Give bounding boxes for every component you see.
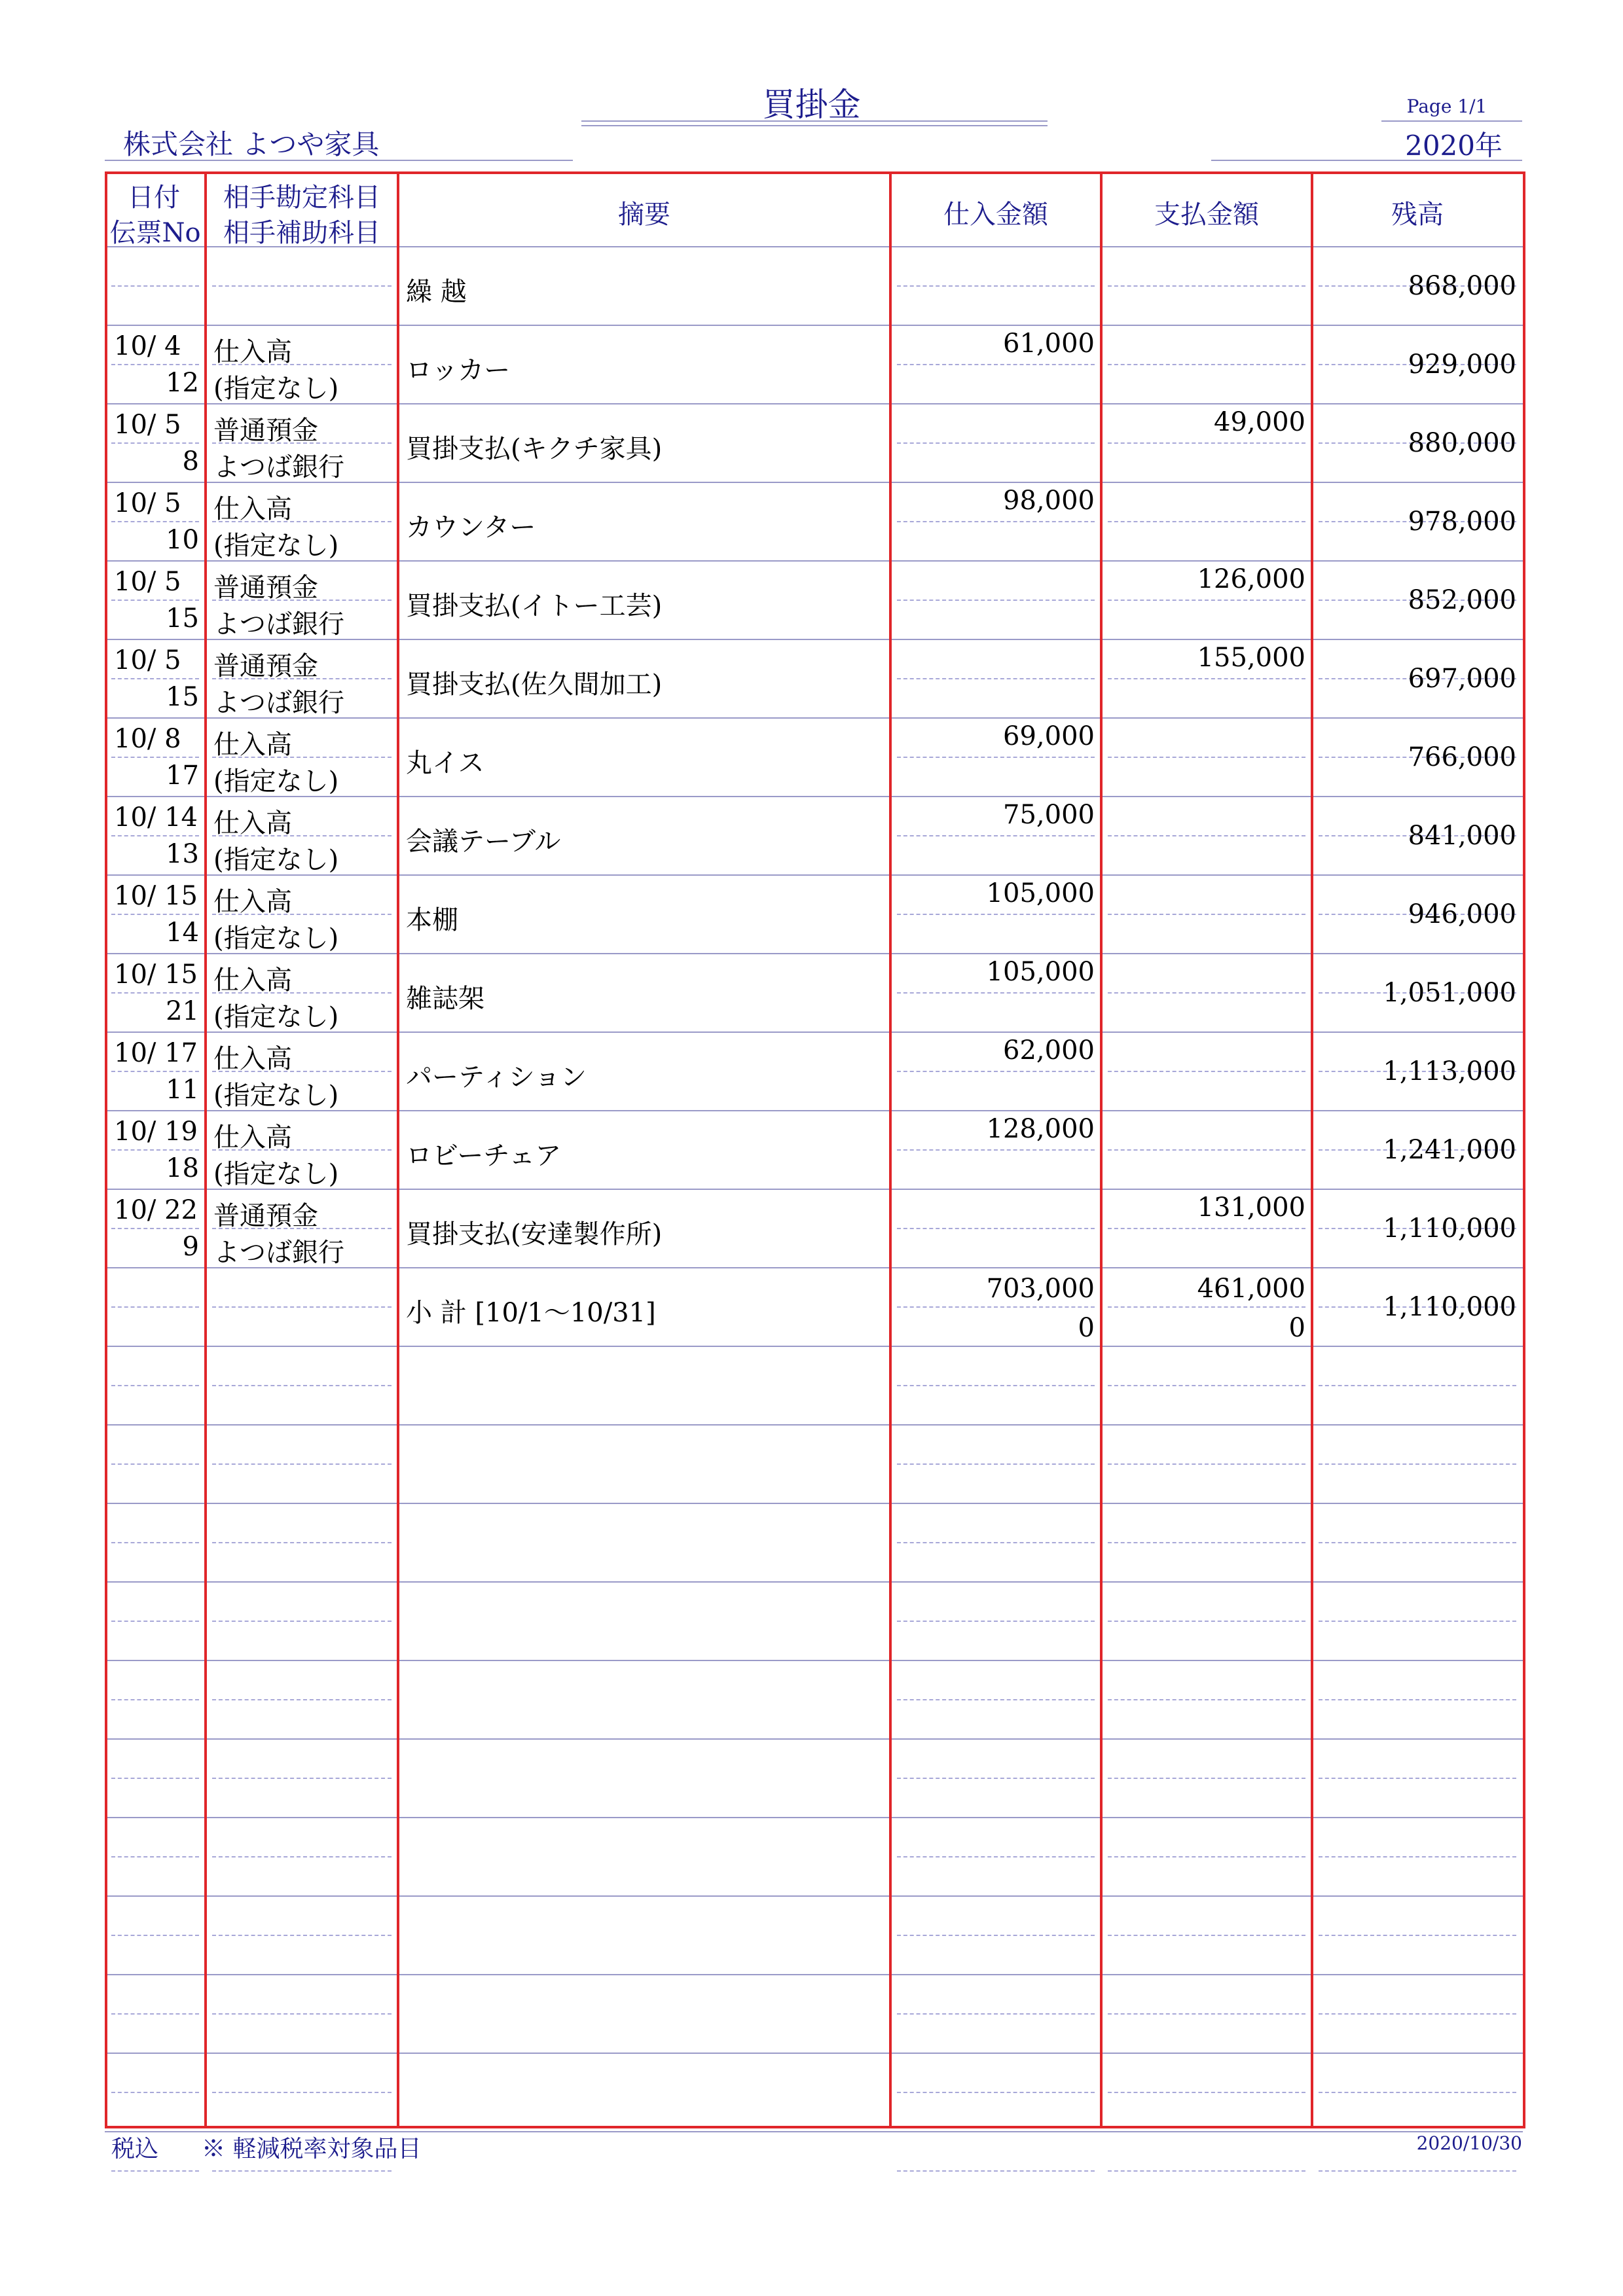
title-underline (581, 120, 1048, 122)
row-slip-no: 14 (166, 918, 199, 948)
row-midline (111, 2170, 199, 2172)
row-midline (1319, 2170, 1516, 2172)
column-divider (204, 171, 207, 2126)
row-description: 会議テーブル (406, 827, 561, 857)
subtotal-payment: 461,000 (1197, 1274, 1305, 1304)
row-midline (1108, 2170, 1305, 2172)
row-slip-no: 17 (166, 761, 199, 791)
row-purchase: 128,000 (986, 1114, 1095, 1144)
row-sub-account: よつば銀行 (213, 1238, 344, 1268)
row-date: 10/ 22 (114, 1195, 198, 1225)
header-date: 日付 (128, 183, 180, 213)
row-description: 本棚 (406, 905, 458, 935)
row-balance: 697,000 (1408, 664, 1516, 694)
row-balance: 766,000 (1408, 742, 1516, 772)
row-account: 仕入高 (213, 730, 292, 760)
header-sub-account: 相手補助科目 (223, 218, 380, 248)
row-slip-no: 8 (182, 446, 199, 476)
row-balance: 1,051,000 (1383, 978, 1516, 1008)
row-sub-account: (指定なし) (213, 845, 339, 875)
column-divider (889, 171, 892, 2126)
header-account: 相手勘定科目 (223, 183, 380, 213)
row-slip-no: 9 (182, 1232, 199, 1262)
page-number: Page 1/1 (1406, 96, 1487, 117)
header-purchase: 仕入金額 (943, 200, 1048, 230)
header-balance: 残高 (1391, 200, 1444, 230)
row-purchase: 69,000 (1003, 721, 1095, 751)
row-sub-account: よつば銀行 (213, 452, 344, 482)
row-account: 仕入高 (213, 494, 292, 524)
subtotal-purchase-sub: 0 (1078, 1313, 1095, 1343)
row-slip-no: 21 (166, 996, 199, 1026)
row-date: 10/ 15 (114, 960, 198, 990)
row-balance: 978,000 (1408, 507, 1516, 537)
row-balance: 852,000 (1408, 585, 1516, 615)
row-balance: 1,241,000 (1383, 1135, 1516, 1165)
row-date: 10/ 5 (114, 410, 181, 440)
row-description: ロビーチェア (406, 1141, 562, 1171)
row-account: 仕入高 (213, 1122, 292, 1153)
row-account: 仕入高 (213, 337, 292, 367)
row-purchase: 98,000 (1003, 486, 1095, 516)
company-name: 株式会社 よつや家具 (123, 128, 380, 160)
row-date: 10/ 5 (114, 567, 181, 597)
row-payment: 126,000 (1197, 564, 1305, 594)
title-underline-2 (581, 125, 1048, 126)
row-date: 10/ 4 (114, 331, 181, 361)
row-description: 買掛支払(佐久間加工) (406, 670, 663, 700)
row-payment: 155,000 (1197, 643, 1305, 673)
row-payment: 49,000 (1214, 407, 1305, 437)
row-midline (212, 2170, 392, 2172)
row-balance: 1,113,000 (1383, 1056, 1516, 1086)
row-account: 普通預金 (213, 1201, 318, 1231)
header-slip-no: 伝票No (109, 218, 201, 248)
row-sub-account: よつば銀行 (213, 609, 344, 639)
row-purchase: 105,000 (986, 878, 1095, 908)
row-date: 10/ 5 (114, 645, 181, 675)
row-sub-account: よつば銀行 (213, 688, 344, 718)
row-date: 10/ 5 (114, 488, 181, 518)
subtotal-balance: 1,110,000 (1383, 1292, 1516, 1322)
row-account: 普通預金 (213, 416, 318, 446)
header-payment: 支払金額 (1154, 200, 1259, 230)
row-sub-account: (指定なし) (213, 1159, 339, 1189)
row-sub-account: (指定なし) (213, 1081, 339, 1111)
row-balance: 946,000 (1408, 899, 1516, 929)
row-purchase: 61,000 (1003, 329, 1095, 359)
row-purchase: 62,000 (1003, 1035, 1095, 1066)
row-slip-no: 11 (166, 1075, 199, 1105)
row-sub-account: (指定なし) (213, 924, 339, 954)
reduced-tax-note: ※ 軽減税率対象品目 (202, 2136, 422, 2162)
carry-forward-balance: 868,000 (1408, 271, 1516, 301)
row-description: 買掛支払(安達製作所) (406, 1219, 663, 1249)
row-slip-no: 15 (166, 682, 199, 712)
header-description: 摘要 (618, 200, 670, 230)
subtotal-purchase: 703,000 (986, 1274, 1095, 1304)
row-slip-no: 18 (166, 1153, 199, 1183)
row-description: 買掛支払(イトー工芸) (406, 591, 663, 621)
subtotal-label: 小 計 [10/1〜10/31] (406, 1298, 656, 1328)
column-divider (397, 171, 399, 2126)
row-account: 仕入高 (213, 887, 292, 917)
row-payment: 131,000 (1197, 1193, 1305, 1223)
row-balance: 1,110,000 (1383, 1213, 1516, 1244)
tax-included-label: 税込 (111, 2136, 159, 2162)
carry-forward-label: 繰 越 (406, 277, 467, 307)
column-divider (1100, 171, 1103, 2126)
row-account: 普通預金 (213, 573, 318, 603)
row-description: ロッカー (406, 355, 511, 386)
row-description: 買掛支払(キクチ家具) (406, 434, 663, 464)
row-account: 普通預金 (213, 651, 318, 681)
row-account: 仕入高 (213, 808, 292, 838)
ledger-table (105, 171, 1523, 2126)
row-sub-account: (指定なし) (213, 374, 339, 404)
row-purchase: 75,000 (1003, 800, 1095, 830)
row-description: 丸イス (406, 748, 484, 778)
row-description: パーティション (406, 1062, 587, 1092)
year-underline (1211, 160, 1522, 161)
row-midline (897, 2170, 1095, 2172)
company-underline (105, 160, 573, 161)
row-description: 雑誌架 (406, 984, 484, 1014)
row-sub-account: (指定なし) (213, 531, 339, 561)
subtotal-payment-sub: 0 (1288, 1313, 1305, 1343)
row-description: カウンター (406, 512, 536, 543)
row-balance: 880,000 (1408, 428, 1516, 458)
row-account: 仕入高 (213, 1044, 292, 1074)
row-slip-no: 12 (166, 368, 199, 398)
print-date: 2020/10/30 (1416, 2132, 1522, 2154)
row-date: 10/ 15 (114, 881, 198, 911)
page-underline (1381, 120, 1522, 122)
row-date: 10/ 19 (114, 1117, 198, 1147)
row-balance: 841,000 (1408, 821, 1516, 851)
row-date: 10/ 17 (114, 1038, 198, 1068)
fiscal-year: 2020年 (1405, 130, 1503, 162)
row-slip-no: 13 (166, 839, 199, 869)
row-date: 10/ 14 (114, 802, 198, 833)
page-title: 買掛金 (762, 86, 861, 124)
row-slip-no: 15 (166, 603, 199, 634)
row-purchase: 105,000 (986, 957, 1095, 987)
row-sub-account: (指定なし) (213, 766, 339, 797)
row-account: 仕入高 (213, 965, 292, 996)
row-balance: 929,000 (1408, 350, 1516, 380)
row-date: 10/ 8 (114, 724, 181, 754)
row-slip-no: 10 (166, 525, 199, 555)
row-sub-account: (指定なし) (213, 1002, 339, 1032)
